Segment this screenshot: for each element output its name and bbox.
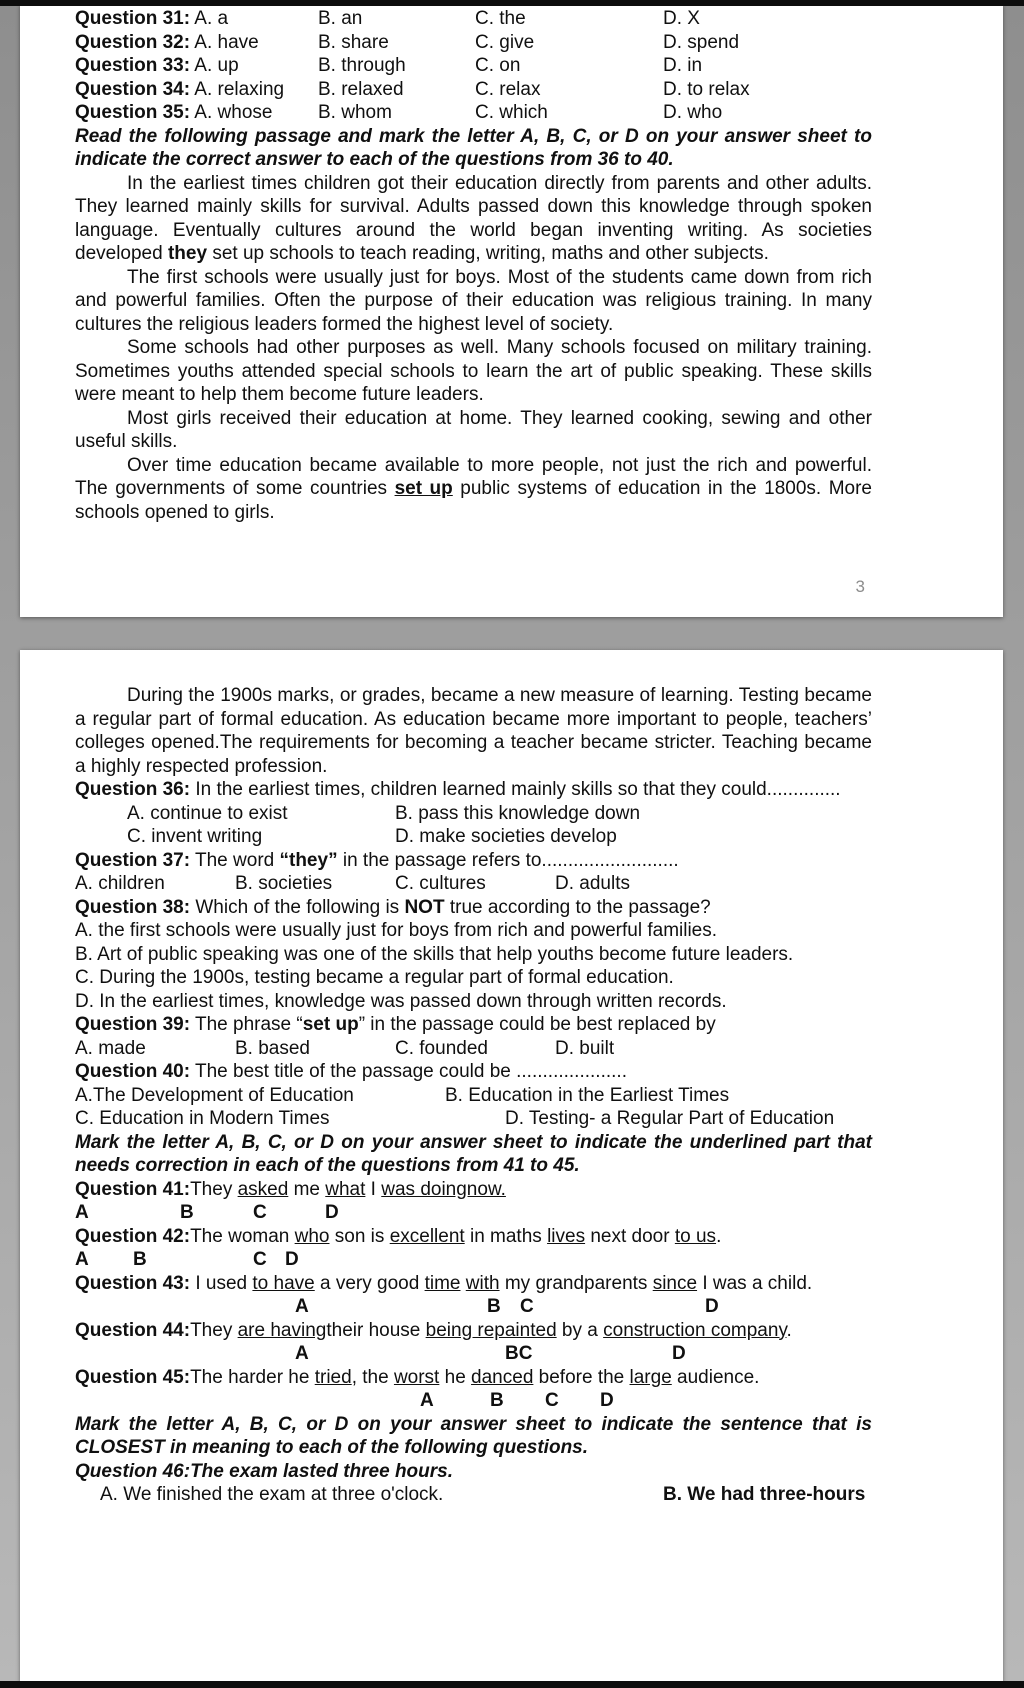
question-38 [75, 896, 872, 920]
question-44 [75, 1319, 872, 1343]
text-run: D. in [663, 55, 703, 76]
question-38-option-a [75, 919, 872, 943]
text-run: I was a child. [697, 1272, 813, 1294]
text-run: C. give [475, 31, 535, 53]
col-item [75, 1084, 354, 1108]
text-run: Question 31: [75, 8, 191, 29]
question-38-option-b [75, 943, 872, 967]
text-run: ” in the passage could be best replaced by [358, 1014, 716, 1035]
col-item [600, 1389, 614, 1413]
col-item [672, 1342, 686, 1366]
section-instruction-reading [75, 125, 872, 172]
text-run: public systems of education in the 1800s. More schools opened to girls. [75, 478, 872, 523]
text-run: The harder he [190, 1366, 315, 1388]
text-run: C. founded [395, 1037, 488, 1059]
text-run: next door [585, 1225, 675, 1247]
col-item [475, 101, 548, 125]
col-item [235, 1037, 310, 1061]
text-run: They [190, 1178, 238, 1200]
text-run: he [439, 1366, 472, 1388]
text-run: time [424, 1272, 461, 1294]
col-item [75, 54, 239, 78]
text-run: was doingnow. [381, 1178, 506, 1200]
col-item [75, 1201, 89, 1225]
col-item [487, 1295, 501, 1319]
text-run: A. up [190, 55, 239, 76]
question-42-letters [75, 1248, 872, 1272]
text-run: B. We had three-hours [663, 1484, 866, 1505]
text-run: D. make societies develop [395, 826, 617, 847]
text-run: B. Art of public speaking was one of the skills that help youths become future leaders. [75, 943, 794, 965]
text-run: Mark the letter A, B, C, or D on your answer sheet to indicate the sentence that is CLOSEST in meaning to each of the following questions. [75, 1413, 872, 1458]
question-41-letters [75, 1201, 872, 1225]
text-run: C [520, 1296, 534, 1317]
text-run: C. on [475, 55, 521, 76]
text-run: C [253, 1249, 267, 1270]
text-run: lives [547, 1225, 586, 1247]
question-44-letters [75, 1342, 872, 1366]
text-run: B. based [235, 1037, 310, 1059]
text-run: , the [351, 1366, 394, 1388]
text-run: C. relax [475, 78, 541, 100]
text-run: D. adults [555, 873, 630, 894]
col-item [663, 1483, 865, 1507]
text-run: “they” [279, 849, 338, 871]
text-run: me [288, 1178, 326, 1200]
text-run: A [75, 1249, 89, 1270]
text-run: by a [556, 1319, 604, 1341]
col-item [75, 78, 284, 102]
text-run: The first schools were usually just for boys. Most of the students came down from rich and powerful families. Often the purpose of their education was religious training. In many cultures the religious leaders formed the highest level of society. [75, 266, 872, 335]
text-run: The phrase “ [190, 1014, 303, 1035]
text-run: C. the [475, 8, 526, 29]
text-run: large [629, 1366, 672, 1388]
col-item [663, 7, 700, 31]
text-run: being repainted [425, 1319, 557, 1341]
text-run: They [190, 1319, 238, 1341]
col-item [505, 1342, 532, 1366]
text-run: B [133, 1249, 147, 1270]
text-run: D. to relax [663, 78, 750, 100]
text-run: C. Education in Modern Times [75, 1108, 330, 1129]
col-item [475, 78, 540, 102]
col-item [475, 31, 534, 55]
question-row-31 [75, 7, 872, 31]
text-run: A. relaxing [190, 78, 285, 100]
text-run: B. societies [235, 873, 333, 894]
text-run: B. through [318, 55, 406, 76]
col-item [663, 101, 722, 125]
col-item [318, 101, 392, 125]
question-37-options [75, 872, 872, 896]
passage-paragraph-3 [75, 336, 872, 407]
text-run: The exam lasted three hours. [190, 1460, 453, 1482]
question-45 [75, 1366, 872, 1390]
text-run: During the 1900s marks, or grades, became a new measure of learning. Testing became a regular part of formal education. As education became more important to people, teachers’ colleges opened.The requirements for becoming a teacher became stricter. Teaching became a highly respected profession. [75, 685, 872, 777]
text-run: in the passage refers to.......................... [337, 849, 679, 871]
text-run: Question 34: [75, 78, 191, 100]
page-3-content [20, 5, 1003, 524]
text-run: Question 44: [75, 1319, 191, 1341]
col-item [295, 1295, 309, 1319]
col-item [545, 1389, 559, 1413]
text-run: Question 42: [75, 1225, 191, 1247]
text-run: BC [505, 1343, 533, 1364]
col-item [318, 31, 389, 55]
question-46 [75, 1460, 872, 1484]
col-item [127, 825, 262, 849]
col-item [663, 78, 750, 102]
question-43-letters [75, 1295, 872, 1319]
col-item [127, 802, 288, 826]
text-run: B. an [318, 8, 363, 29]
question-38-option-c [75, 966, 872, 990]
col-item [100, 1483, 443, 1507]
question-39-options [75, 1037, 872, 1061]
question-36-options-ab [75, 802, 872, 826]
text-run: . [786, 1319, 792, 1341]
text-run: since [652, 1272, 698, 1294]
passage-paragraph-4 [75, 407, 872, 454]
page-number: 3 [855, 577, 865, 596]
question-row-33 [75, 54, 872, 78]
text-run: A [295, 1343, 309, 1364]
text-run: Question 33: [75, 55, 191, 76]
question-46-options [75, 1483, 872, 1507]
col-item [520, 1295, 534, 1319]
text-run: . [716, 1225, 722, 1247]
text-run: danced [471, 1366, 534, 1388]
bottom-edge-bar [0, 1681, 1024, 1688]
text-run: Which of the following is [190, 896, 405, 918]
col-item [318, 54, 406, 78]
col-item [75, 1107, 330, 1131]
question-row-32 [75, 31, 872, 55]
passage-paragraph-2 [75, 266, 872, 337]
text-run: my grandparents [499, 1272, 653, 1294]
text-run: Over time education became available to more people, not just the rich and powerful. The governments of some countries [75, 454, 872, 499]
text-run: asked [237, 1178, 289, 1200]
question-row-35 [75, 101, 872, 125]
text-run: I [365, 1178, 382, 1200]
col-item [505, 1107, 834, 1131]
text-run: Read the following passage and mark the letter A, B, C, or D on your answer sheet to indicate the correct answer to each of the questions from 36 to 40. [75, 125, 872, 170]
text-run: D [705, 1296, 719, 1317]
text-run: C [545, 1390, 559, 1411]
col-item [490, 1389, 504, 1413]
page-4-content [20, 650, 1003, 1507]
text-run: Most girls received their education at home. They learned cooking, sewing and other useful skills. [75, 407, 872, 452]
text-run: Question 41: [75, 1178, 191, 1200]
text-run: excellent [389, 1225, 465, 1247]
text-run: Question 40: [75, 1061, 191, 1082]
text-run: A. a [190, 8, 229, 29]
text-run: The word [190, 849, 280, 871]
question-39 [75, 1013, 872, 1037]
text-run: D. X [663, 8, 700, 29]
text-run: Question 37: [75, 849, 191, 871]
col-item [75, 31, 259, 55]
col-item [253, 1248, 267, 1272]
text-run: A. made [75, 1037, 146, 1059]
text-run: In the earliest times, children learned mainly skills so that they could.............. [190, 779, 841, 800]
text-run: D. who [663, 102, 723, 123]
text-run: B. relaxed [318, 78, 404, 100]
section-instruction-closest [75, 1413, 872, 1460]
text-run: Question 46: [75, 1460, 191, 1482]
text-run: B [490, 1390, 504, 1411]
text-run: A. We finished the exam at three o'clock. [100, 1484, 444, 1505]
text-run: are having [237, 1319, 327, 1341]
text-run: B [180, 1202, 194, 1223]
text-run: C. During the 1900s, testing became a regular part of formal education. [75, 967, 674, 988]
text-run: I used [190, 1272, 253, 1294]
text-run: Question 39: [75, 1014, 191, 1035]
text-run: D. spend [663, 31, 740, 53]
text-run: A. have [190, 31, 259, 53]
text-run: tried [314, 1366, 352, 1388]
text-run: in maths [464, 1225, 548, 1247]
text-run: audience. [671, 1366, 760, 1388]
text-run: they [167, 243, 208, 264]
text-run: Some schools had other purposes as well. Many schools focused on military training. Sometimes youths attended special schools to learn the art of public speaking. These skills were meant to help them become future leaders. [75, 337, 872, 405]
question-41 [75, 1178, 872, 1202]
text-run: D. built [555, 1037, 615, 1059]
exam-page-4 [20, 650, 1003, 1682]
col-item [445, 1084, 729, 1108]
question-40-options-ab [75, 1084, 872, 1108]
text-run: Mark the letter A, B, C, or D on your answer sheet to indicate the underlined part that needs correction in each of the questions from 41 to 45. [75, 1131, 872, 1176]
section-instruction-correction [75, 1131, 872, 1178]
col-item [475, 7, 526, 31]
text-run: construction company [603, 1319, 787, 1341]
col-item [325, 1201, 339, 1225]
question-36-options-cd [75, 825, 872, 849]
text-run: D [672, 1343, 686, 1364]
exam-page-3 [20, 5, 1003, 617]
passage-paragraph-5 [75, 454, 872, 525]
question-42 [75, 1225, 872, 1249]
text-run: A. whose [190, 102, 273, 123]
col-item [133, 1248, 147, 1272]
col-item [395, 825, 617, 849]
text-run: A. children [75, 873, 165, 894]
question-43 [75, 1272, 872, 1296]
text-run: The best title of the passage could be ..................... [190, 1061, 627, 1082]
text-run: C. invent writing [127, 826, 263, 847]
top-edge-bar [0, 0, 1024, 6]
text-run: to us [674, 1225, 717, 1247]
question-40 [75, 1060, 872, 1084]
text-run: set up schools to teach reading, writing, maths and other subjects. [207, 243, 769, 264]
text-run: C. cultures [395, 873, 486, 894]
text-run: set up [394, 478, 453, 499]
col-item [475, 54, 520, 78]
question-row-34 [75, 78, 872, 102]
text-run: a very good [314, 1272, 425, 1294]
text-run: set up [302, 1014, 359, 1035]
text-run: A [75, 1202, 89, 1223]
col-item [555, 872, 630, 896]
text-run: D [285, 1249, 299, 1270]
col-item [180, 1201, 194, 1225]
text-run: Question 45: [75, 1366, 191, 1388]
text-run: Question 43: [75, 1272, 191, 1294]
text-run: The woman [190, 1225, 295, 1247]
question-36 [75, 778, 872, 802]
text-run: B [487, 1296, 501, 1317]
col-item [318, 7, 362, 31]
col-item [318, 78, 404, 102]
col-item [75, 872, 165, 896]
question-45-letters [75, 1389, 872, 1413]
text-run: C. which [475, 102, 548, 123]
text-run: B. whom [318, 102, 392, 123]
text-run: D. Testing- a Regular Part of Education [505, 1108, 835, 1129]
text-run: D. In the earliest times, knowledge was passed down through written records. [75, 990, 727, 1012]
col-item [420, 1389, 434, 1413]
text-run: son is [329, 1225, 390, 1247]
text-run: Question 36: [75, 779, 191, 800]
text-run: B. share [318, 31, 389, 53]
text-run: with [465, 1272, 500, 1294]
question-37 [75, 849, 872, 873]
col-item [75, 101, 272, 125]
text-run: A. the first schools were usually just for boys from rich and powerful families. [75, 920, 718, 941]
text-run: D [325, 1202, 339, 1223]
col-item [75, 7, 228, 31]
text-run: true according to the passage? [444, 896, 711, 918]
text-run: Question 32: [75, 31, 191, 53]
col-item [395, 872, 486, 896]
text-run: worst [393, 1366, 440, 1388]
col-item [555, 1037, 614, 1061]
col-item [395, 1037, 488, 1061]
text-run: before the [533, 1366, 630, 1388]
col-item [75, 1248, 89, 1272]
text-run: Question 38: [75, 896, 191, 918]
text-run: C [253, 1202, 267, 1223]
text-run: Question 35: [75, 102, 191, 123]
text-run: A [420, 1390, 434, 1411]
text-run: their house [326, 1319, 426, 1341]
col-item [285, 1248, 299, 1272]
col-item [235, 872, 332, 896]
col-item [663, 31, 739, 55]
col-item [75, 1037, 146, 1061]
col-item [663, 54, 702, 78]
col-item [395, 802, 640, 826]
passage-paragraph-1 [75, 172, 872, 266]
col-item [295, 1342, 309, 1366]
col-item [253, 1201, 267, 1225]
text-run: D [600, 1390, 614, 1411]
passage-paragraph-6 [75, 684, 872, 778]
text-run: A [295, 1296, 309, 1317]
text-run: NOT [404, 896, 445, 918]
text-run: to have [252, 1272, 315, 1294]
question-38-option-d [75, 990, 872, 1014]
text-run: what [325, 1178, 366, 1200]
text-run: B. pass this knowledge down [395, 802, 641, 824]
text-run: A. continue to exist [127, 802, 288, 824]
text-run: A.The Development of Education [75, 1084, 354, 1106]
col-item [705, 1295, 719, 1319]
text-run: who [294, 1225, 330, 1247]
text-run: In the earliest times children got their education directly from parents and other adults. They learned mainly skills for survival. Adults passed down this knowledge through spoken language. Eventually cultures around the world began inventing writing. As societies developed [75, 172, 872, 264]
text-run: B. Education in the Earliest Times [445, 1084, 730, 1106]
question-40-options-cd [75, 1107, 872, 1131]
